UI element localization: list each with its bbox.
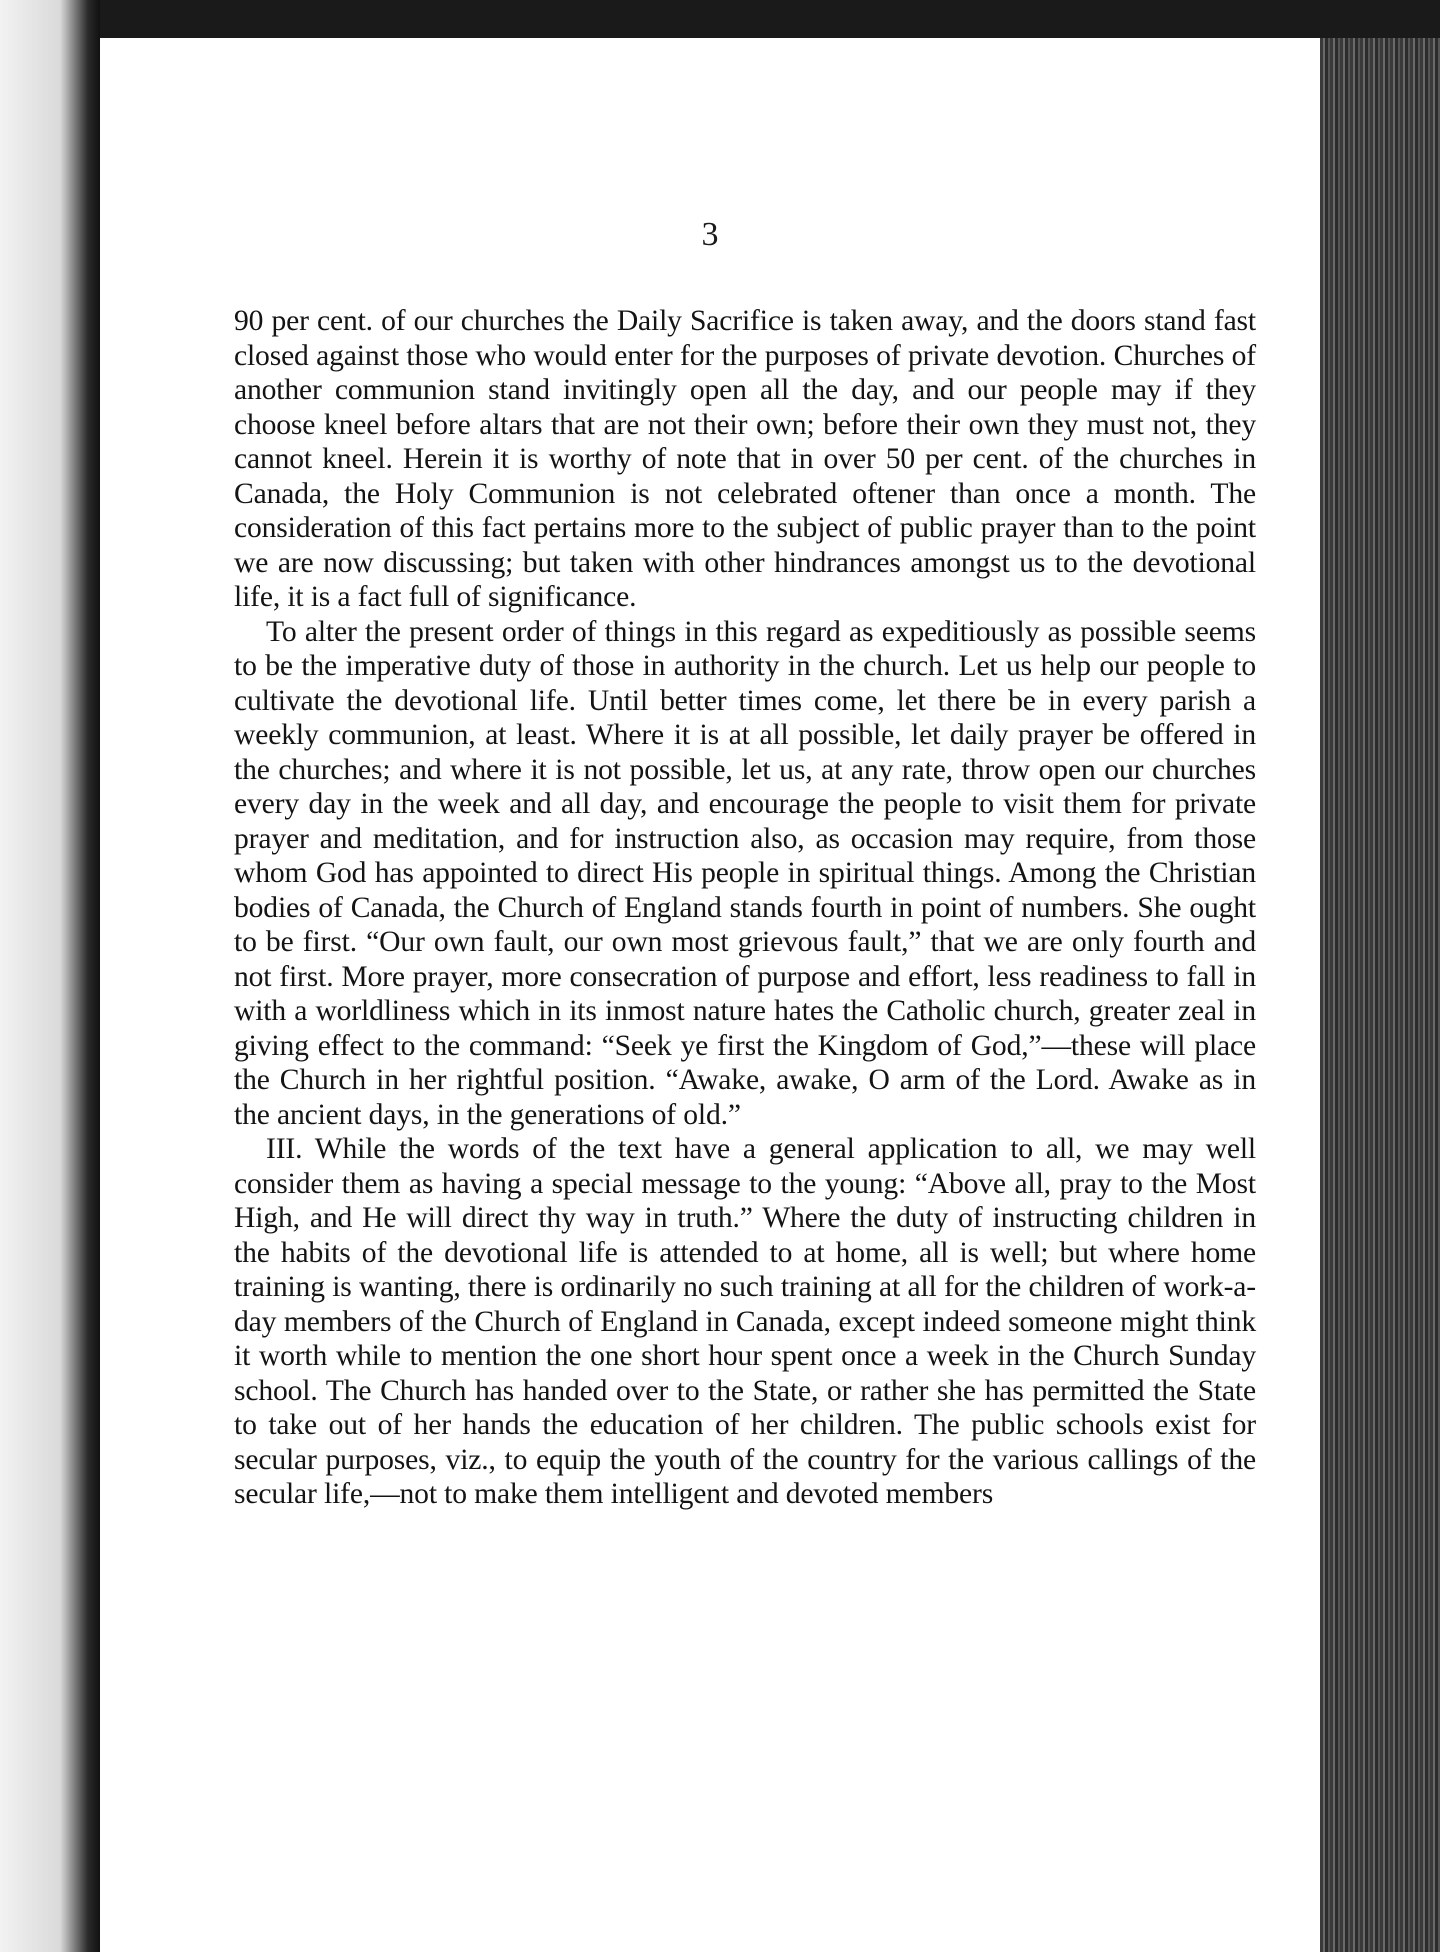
scan-top-border [0,0,1440,38]
paragraph-3: III. While the words of the text have a general application to all, we may well consider them as having a special message to the young: “Above all, pray to the Most High, and He will direct thy way in truth.” Where the duty of instructing children in the habits of the devotional life is attended to at home, all is well; but where home training is wanting, there is ordinarily no such training at all for the children of work-a-day members of the Church of England in Canada, except indeed someone might think it worth while to mention the one short hour spent once a week in the Church Sunday school. The Church has handed over to the State, or rather she has permitted the State to take out of her hands the education of her children. The public schools exist for secular purposes, viz., to equip the youth of the country for the various callings of the secular life,—not to make them intelligent and devoted members [234,1133,1256,1510]
paragraph-1: 90 per cent. of our churches the Daily Sacrifice is taken away, and the doors stand fast closed against those who would enter for the purposes of private devotion. Churches of another communion stand invitingly open all the day, and our people may if they choose kneel before altars that are not their own; before their own they must not, they cannot kneel. Herein it is worthy of note that in over 50 per cent. of the churches in Canada, the Holy Communion is not celebrated oftener than once a month. The consideration of this fact pertains more to the subject of public prayer than to the point we are now discussing; but taken with other hindrances amongst us to the devotional life, it is a fact full of significance. [234,305,1256,613]
page-number: 3 [701,216,719,253]
scan-left-book-edge [0,0,100,1952]
paragraph-2: To alter the present order of things in this regard as expeditiously as possible seems to be the imperative duty of those in authority in the church. Let us help our people to cultivate the devotional life. Until better times come, let there be in every parish a weekly communion, at least. Where it is at all possible, let daily prayer be offered in the churches; and where it is not possible, let us, at any rate, throw open our churches every day in the week and all day, and encourage the people to visit them for private prayer and meditation, and for instruction also, as occasion may require, from those whom God has appointed to direct His people in spiritual things. Among the Christian bodies of Canada, the Church of England stands fourth in point of numbers. She ought to be first. “Our own fault, our own most grievous fault,” that we are only fourth and not first. More prayer, more consecration of purpose and effort, less readiness to fall in with a worldliness which in its inmost nature hates the Catholic church, greater zeal in giving effect to the command: “Seek ye first the Kingdom of God,”—these will place the Church in her rightful position. “Awake, awake, O arm of the Lord. Awake as in the ancient days, in the generations of old.” [234,615,1256,1131]
scan-right-page-stack [1320,38,1440,1952]
book-page [100,38,1320,1952]
body-text [234,304,1256,1512]
